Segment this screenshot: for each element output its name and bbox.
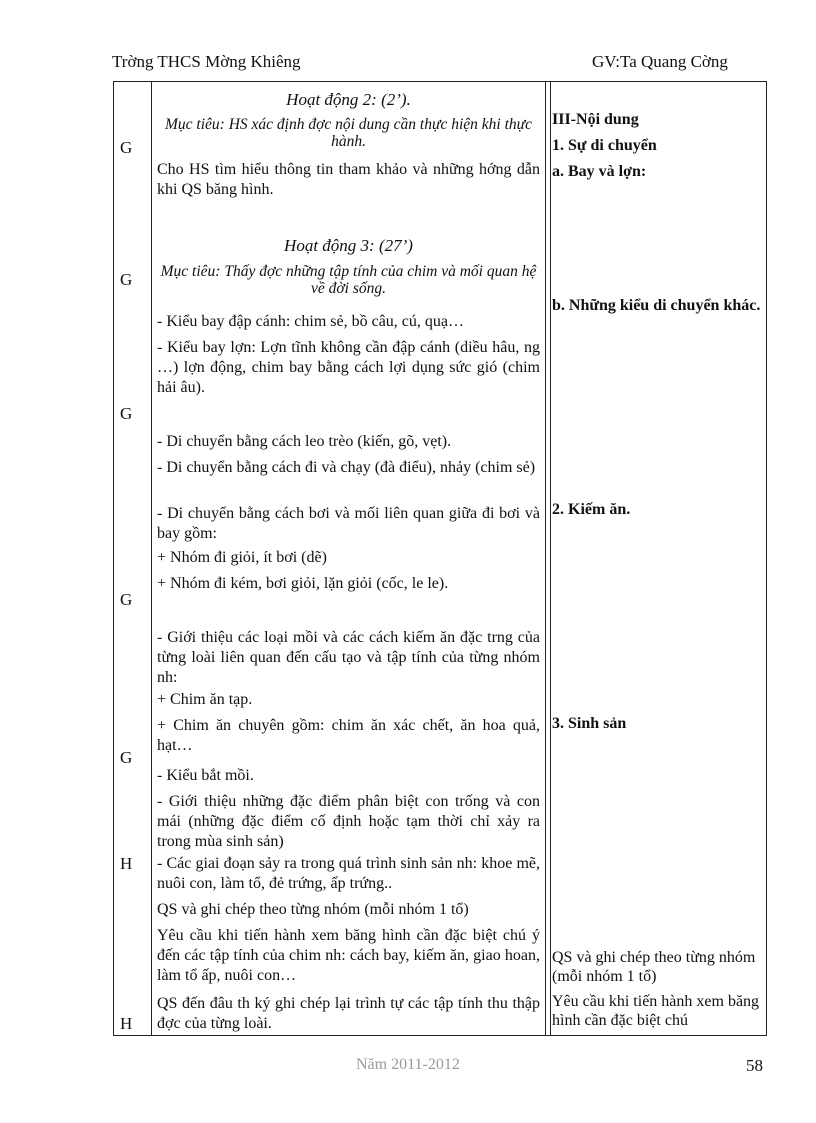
subsection-heading: 3. Sinh sản xyxy=(552,715,627,732)
activity2-title: Hoạt động 2: (2’). xyxy=(286,90,411,109)
activity3-title: Hoạt động 3: (27’) xyxy=(284,236,413,255)
method-letter: H xyxy=(120,1014,133,1033)
lesson-table xyxy=(113,81,767,1036)
method-letter: G xyxy=(120,748,133,767)
footer-year: Năm 2011-2012 xyxy=(356,1056,460,1073)
activity-item: + Chim ăn tạp. xyxy=(157,691,253,708)
activity-item: - Di chuyển bằng cách leo trèo (kiến, gõ, vẹt). xyxy=(157,433,452,450)
teacher-name: GV:Ta Quang Cờng xyxy=(592,52,728,71)
activity-item: - Kiểu bay đập cánh: chim sẻ, bồ câu, cú, quạ… xyxy=(157,313,465,330)
school-name: Trờng THCS Mờng Khiêng xyxy=(112,52,301,71)
activity-item: QS đến đâu th ký ghi chép lại trình tự các tập tính thu thập đợc của từng loài. xyxy=(157,995,540,1032)
subsection-heading: 2. Kiếm ăn. xyxy=(552,501,631,518)
activity-item: - Giới thiệu những đặc điểm phân biệt con trống và con mái (những đặc điểm cố định hoặc tạm thời chỉ xảy ra trong mùa sinh sản) xyxy=(157,793,540,850)
page-number: 58 xyxy=(746,1056,763,1075)
activity-item: - Giới thiệu các loại mồi và các cách kiếm ăn đặc trng của từng loài liên quan đến cấu tạo và tập tính của từng nhóm nh: xyxy=(157,629,540,686)
method-letter: G xyxy=(120,138,133,157)
activity-item: + Nhóm đi giỏi, ít bơi (dẽ) xyxy=(157,549,327,566)
activity-item: - Kiểu bay lợn: Lợn tĩnh không cần đập cánh (diều hâu, ng …) lợn động, chim bay bằng cách lợi dụng sức gió (chim hải âu). xyxy=(157,339,540,396)
activity-item: QS và ghi chép theo từng nhóm (mỗi nhóm 1 tổ) xyxy=(157,901,469,918)
content-note: QS và ghi chép theo từng nhóm (mỗi nhóm 1 tổ) xyxy=(552,949,756,985)
activity-item: Yêu cầu khi tiến hành xem băng hình cần đặc biệt chú ý đến các tập tính của chim nh: cách bay, kiếm ăn, giao hoan, làm tổ ấp, nuôi con… xyxy=(157,927,540,984)
method-column xyxy=(114,82,151,1035)
activity3-goal: Mục tiêu: Thấy đợc những tập tính của chim và mối quan hệ về đời sống. xyxy=(160,263,537,297)
subsection-heading: b. Những kiểu di chuyển khác. xyxy=(552,297,761,314)
activity-item: + Nhóm đi kém, bơi giỏi, lặn giỏi (cốc, le le). xyxy=(157,575,449,592)
activity2-text: Cho HS tìm hiểu thông tin tham khảo và những hớng dẫn khi QS băng hình. xyxy=(157,161,540,198)
method-letter: G xyxy=(120,270,133,289)
activity-item: - Kiểu bắt mồi. xyxy=(157,767,254,784)
subsection-heading: a. Bay và lợn: xyxy=(552,163,647,180)
activity-item: - Di chuyển bằng cách đi và chạy (đà điểu), nhảy (chim sẻ) xyxy=(157,459,536,476)
column-divider xyxy=(545,82,546,1035)
section-heading: III-Nội dung xyxy=(552,111,639,128)
method-letter: H xyxy=(120,854,133,873)
method-letter: G xyxy=(120,590,133,609)
column-divider xyxy=(151,82,152,1035)
content-note: Yêu cầu khi tiến hành xem băng hình cần đặc biệt chú xyxy=(552,993,760,1029)
activity-item: + Chim ăn chuyên gồm: chim ăn xác chết, ăn hoa quả, hạt… xyxy=(157,717,540,754)
subsection-heading: 1. Sự di chuyển xyxy=(552,137,657,154)
activity2-goal: Mục tiêu: HS xác định đợc nội dung cần thực hiện khi thực hành. xyxy=(165,116,532,150)
column-divider xyxy=(550,82,551,1035)
activity-item: - Các giai đoạn sảy ra trong quá trình sinh sản nh: khoe mẽ, nuôi con, làm tổ, đẻ trứng, ấp trứng.. xyxy=(157,855,540,892)
method-letter: G xyxy=(120,404,133,423)
activity-item: - Di chuyển bằng cách bơi và mối liên quan giữa đi bơi và bay gồm: xyxy=(157,505,540,542)
